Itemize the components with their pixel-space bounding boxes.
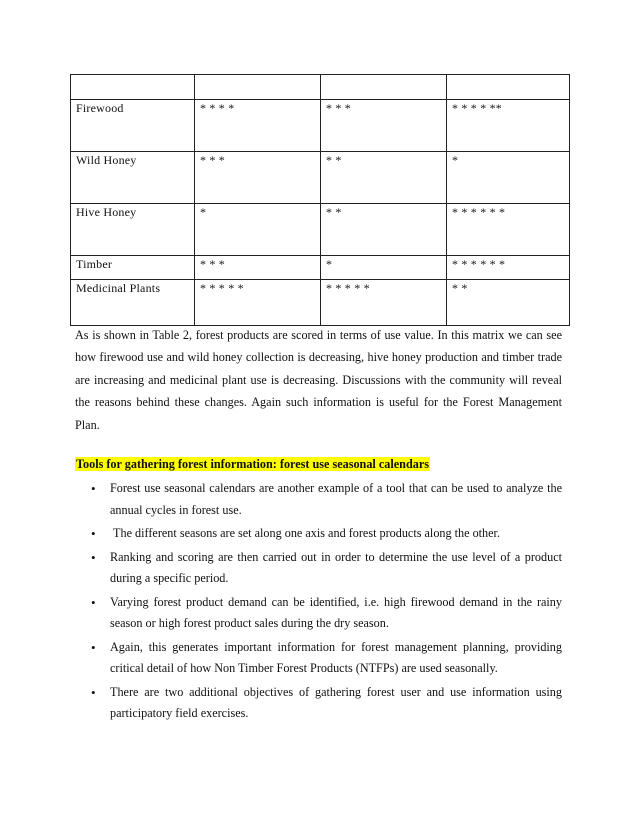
table-cell: * * * xyxy=(195,152,321,204)
list-item xyxy=(75,478,562,521)
table-cell: * * xyxy=(321,152,447,204)
bullet-icon: • xyxy=(91,594,96,610)
bullet-list xyxy=(75,478,562,727)
bullet-icon: • xyxy=(91,684,96,700)
list-item-text: Varying forest product demand can be identified, i.e. high firewood demand in the rainy season or high forest product sales during the dry season. xyxy=(110,594,562,630)
list-item-text: There are two additional objectives of gathering forest user and use information using participatory field exercises. xyxy=(110,684,562,720)
table-cell: Firewood xyxy=(71,100,195,152)
table-cell: * * * * xyxy=(195,100,321,152)
list-item xyxy=(75,523,562,545)
table-cell xyxy=(195,75,321,100)
table-cell: * * * * ** xyxy=(447,100,570,152)
highlighted-heading-text: Tools for gathering forest information: forest use seasonal calendars xyxy=(76,457,429,471)
table-cell: * * * * * xyxy=(321,280,447,326)
table-cell: * xyxy=(447,152,570,204)
table-row xyxy=(71,256,570,280)
section-heading xyxy=(75,456,430,472)
table-cell: * * * * * xyxy=(195,280,321,326)
list-item xyxy=(75,592,562,635)
list-item xyxy=(75,637,562,680)
table-cell xyxy=(447,75,570,100)
table-cell xyxy=(321,75,447,100)
table-cell: * * xyxy=(447,280,570,326)
table-cell: * * * xyxy=(321,100,447,152)
table-cell: * xyxy=(195,204,321,256)
bullet-icon: • xyxy=(91,639,96,655)
bullet-icon: • xyxy=(91,526,96,541)
table-cell: * * * * * * xyxy=(447,256,570,280)
table-cell xyxy=(71,75,195,100)
bullet-icon: • xyxy=(91,481,96,496)
table-cell: Hive Honey xyxy=(71,204,195,256)
bullet-icon: • xyxy=(91,549,96,565)
list-item-text: Ranking and scoring are then carried out in order to determine the use level of a product during a specific period. xyxy=(110,549,562,585)
table-row xyxy=(71,152,570,204)
table-cell: * * xyxy=(321,204,447,256)
table-cell: Medicinal Plants xyxy=(71,280,195,326)
table-cell: Wild Honey xyxy=(71,152,195,204)
table-cell: * * * xyxy=(195,256,321,280)
table-row xyxy=(71,100,570,152)
table-cell: * xyxy=(321,256,447,280)
table-cell: * * * * * * xyxy=(447,204,570,256)
list-item-text: The different seasons are set along one axis and forest products along the other. xyxy=(110,526,500,540)
list-item-text: Again, this generates important information for forest management planning, providing critical detail of how Non Timber Forest Products (NTFPs) are used seasonally. xyxy=(110,639,562,675)
table-row xyxy=(71,204,570,256)
table-cell: Timber xyxy=(71,256,195,280)
forest-use-matrix-table xyxy=(70,74,570,326)
table-row xyxy=(71,280,570,326)
table-row xyxy=(71,75,570,100)
body-paragraph: As is shown in Table 2, forest products are scored in terms of use value. In this matrix we can see how firewood use and wild honey collection is decreasing, hive honey production and timber trade are increasing and medicinal plant use is decreasing. Discussions with the community will reveal the reasons behind these changes. Again such information is useful for the Forest Management Plan. xyxy=(75,328,562,432)
list-item xyxy=(75,547,562,590)
list-item xyxy=(75,682,562,725)
list-item-text: Forest use seasonal calendars are another example of a tool that can be used to analyze the annual cycles in forest use. xyxy=(110,481,562,517)
